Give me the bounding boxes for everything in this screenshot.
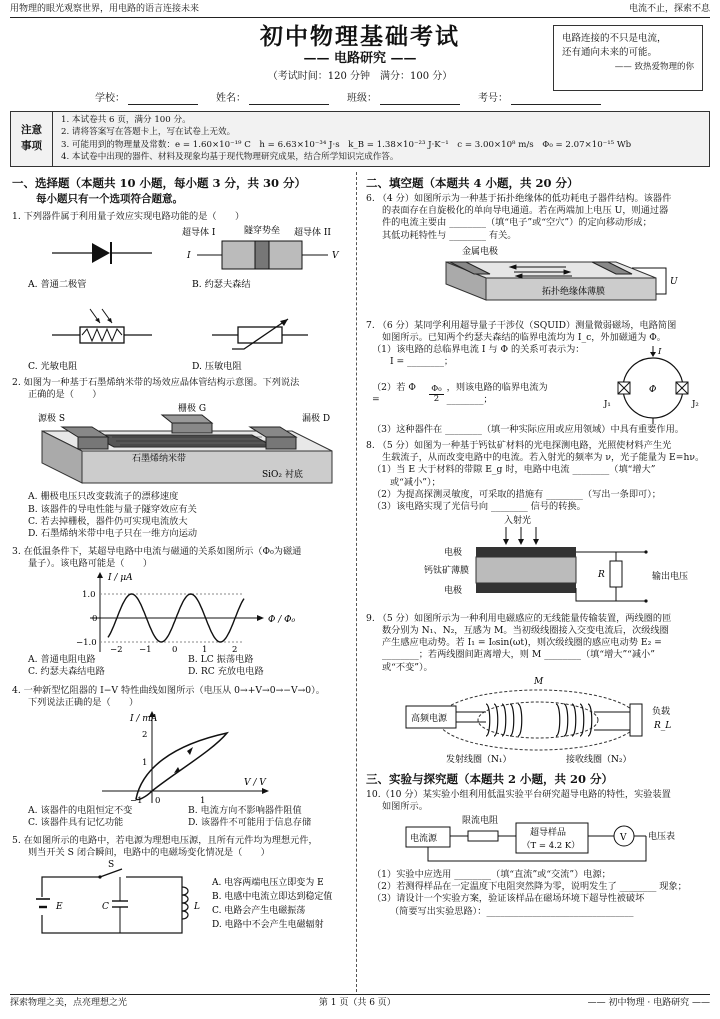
svg-text:超导体 II: 超导体 II (294, 228, 331, 239)
footer-center: 第 1 页（共 6 页） (318, 998, 396, 1008)
question-2 (12, 377, 348, 540)
photoresistor-symbol (52, 309, 152, 343)
svg-text:V / V: V / V (244, 777, 266, 788)
josephson-junction-symbol (182, 224, 340, 269)
q4-option-c[interactable]: C. 该器件具有记忆功能 (28, 817, 124, 828)
notice-item: 1. 本试卷共 6 页，满分 100 分。 (61, 115, 191, 125)
name-field[interactable]: 姓名： (216, 92, 329, 105)
svg-text:输出电压: 输出电压 (652, 572, 689, 582)
right-column (366, 176, 710, 918)
svg-text:1.0: 1.0 (82, 590, 96, 601)
quote-line2: 还有通向未来的可能。 (562, 47, 658, 59)
q7-squid-figure (596, 344, 710, 424)
q2-option-c[interactable]: C. 若去掉栅极，器件仍可实现电流放大 (28, 515, 188, 527)
q7-line4[interactable]: I = ________； (390, 356, 454, 368)
q5-stem2: 则当开关 S 闭合瞬间，电路中的电磁场变化情况是（ ） (28, 847, 270, 859)
notice-item: 4. 本试卷中出现的器件、材料及现象均基于现代物理研究成果，结合所学知识完成作答。 (61, 152, 399, 163)
svg-text:漏极 D: 漏极 D (302, 414, 331, 425)
section3-title: 三、实验与探究题（本题共 2 小题，共 20 分） (366, 771, 614, 786)
diode-symbol (52, 242, 152, 264)
q5-circuit (12, 859, 348, 943)
q8-line6[interactable]: （3）该电路实现了光信号向 ________ 信号的转换。 (372, 500, 586, 512)
student-info-fields (95, 92, 635, 105)
q3-option-b[interactable]: B. LC 振荡电路 (188, 654, 254, 666)
q5-stem1: 5. 在如图所示的电路中，若电源为理想电压源，且所有元件均为理想元件， (12, 835, 318, 847)
svg-text:Φ: Φ (649, 385, 657, 396)
quote-line1: 电路连接的不只是电流， (562, 33, 667, 44)
q8-figure (366, 513, 710, 609)
svg-text:限流电阻: 限流电阻 (462, 816, 499, 827)
svg-text:金属电极: 金属电极 (462, 246, 499, 257)
svg-text:Φ / Φ₀: Φ / Φ₀ (268, 615, 296, 626)
section2-title: 二、填空题（本题共 4 小题，共 20 分） (366, 176, 579, 190)
notice-label: 注意 事项 (11, 112, 53, 166)
q9-line1: 9. （5 分）如图所示为一种利用电磁感应的无线能量传输装置，两线圈的匝 (366, 613, 672, 624)
q5-option-c: C. 电路会产生电磁振荡 (212, 906, 306, 917)
q5-option-b: B. 电感中电流立即达到稳定值 (212, 892, 333, 903)
svg-text:（T = 4.2 K）: （T = 4.2 K） (522, 841, 580, 852)
svg-text:2: 2 (142, 729, 148, 740)
quote-box (553, 25, 703, 91)
q2-option-d[interactable]: D. 石墨烯纳米带中电子只在一维方向运动 (28, 527, 198, 539)
id-field[interactable]: 考号： (478, 92, 601, 105)
question-3 (12, 546, 348, 679)
q6-line2: 的表面存在自旋极化的单向导电通道。若在两端加上电压 U，则通过器 (382, 205, 669, 217)
q3-option-c[interactable]: C. 约瑟夫森结电路 (28, 666, 105, 678)
footer-rule (10, 994, 710, 995)
svg-text:石墨烯纳米带: 石墨烯纳米带 (132, 454, 187, 465)
svg-text:负载: 负载 (652, 706, 671, 717)
header-rule (10, 17, 710, 18)
q7-line5[interactable]: （2）若 Φ = $\frac{\text{Φ₀}}{2}$ ，则该电路的临界电流为 ________； (372, 382, 548, 406)
header-left: 用物理的眼光观察世界，用电路的语言连接未来 (10, 4, 200, 14)
svg-text:E: E (56, 902, 63, 913)
svg-text:0: 0 (172, 645, 178, 655)
q10-part2[interactable]: （2）若测得样品在一定温度下电阻突然降为零，说明发生了 ________ 现象； (372, 881, 687, 893)
q1-option-a: A. 普通二极管 (28, 279, 87, 291)
svg-text:钙钛矿薄膜: 钙钛矿薄膜 (424, 566, 470, 576)
svg-text:超导体 I: 超导体 I (182, 228, 216, 239)
class-field[interactable]: 班级： (347, 92, 460, 105)
svg-text:I: I (187, 251, 191, 262)
q4-option-a[interactable]: A. 该器件的电阻恒定不变 (28, 804, 133, 816)
q4-option-b[interactable]: B. 电流方向不影响器件阻值 (188, 804, 302, 816)
svg-text:R: R (598, 570, 605, 580)
q7-line1: 7. （6 分）某同学利用超导量子干涉仪（SQUID）测量微弱磁场，电路简图 (366, 319, 677, 331)
q1-stem: 1. 下列器件属于利用量子效应实现电路功能的是（ ） (12, 211, 245, 223)
q10-part3: （3）请设计一个实验方案，验证该样品在磁场环境下超导性被破坏 (372, 893, 645, 905)
q7-line3: （1）该电路的总临界电流 I 与 Φ 的关系可表示为： (372, 344, 585, 356)
q1-figure (12, 223, 348, 373)
svg-text:接收线圈（N₂）: 接收线圈（N₂） (566, 754, 632, 765)
q9-line4[interactable]: ________；若两线圈间距离增大，则 M ________（填“增大”“减小” (382, 649, 655, 661)
page-footer (10, 998, 710, 1010)
svg-text:源极 S: 源极 S (38, 414, 66, 425)
question-7 (366, 320, 710, 436)
name-blank[interactable] (249, 93, 329, 105)
q10-part4[interactable]: （简要写出实验思路）：________________________________ (390, 905, 634, 917)
q5-option-d: D. 电路中不会产生电磁辐射 (212, 920, 324, 931)
svg-text:I / mA: I / mA (130, 713, 158, 724)
svg-text:0: 0 (155, 795, 161, 805)
q3-option-a[interactable]: A. 普通电阻电路 (28, 654, 96, 666)
school-blank[interactable] (128, 93, 198, 105)
q2-figure (12, 401, 348, 491)
q6-figure (366, 242, 710, 316)
q8-line5[interactable]: （2）为提高探测灵敏度，可采取的措施有 ________（写出一条即可）； (372, 488, 661, 500)
page-subtitle: —— 电路研究 —— (303, 51, 417, 66)
notice-list (53, 112, 639, 166)
q4-option-d[interactable]: D. 该器件不可能用于信息存储 (188, 817, 312, 828)
svg-text:−1: −1 (130, 795, 143, 805)
svg-text:−1.0: −1.0 (76, 638, 97, 649)
question-1 (12, 211, 348, 373)
svg-text:1: 1 (202, 645, 208, 655)
page-title: 初中物理基础考试 (260, 23, 460, 50)
q3-options (12, 654, 348, 678)
svg-text:拓扑绝缘体薄膜: 拓扑绝缘体薄膜 (542, 286, 606, 297)
q3-stem2: 量子）。该电路可能是（ ） (28, 558, 153, 570)
q7-line6[interactable]: （3）这种器件在 ________（填一种实际应用或应用领域）中具有重要作用。 (372, 424, 684, 436)
question-9 (366, 613, 710, 770)
q8-line1: 8. （5 分）如图为一种基于钙钛矿材料的光电探测电路，光照使材料产生光 (366, 440, 672, 452)
svg-text:L: L (194, 902, 200, 913)
q2-option-a[interactable]: A. 栅极电压只改变载流子的漂移速度 (28, 491, 179, 503)
id-blank[interactable] (511, 93, 601, 105)
q3-option-d[interactable]: D. RC 充放电电路 (188, 666, 264, 678)
svg-text:2: 2 (232, 645, 238, 655)
q3-graph (12, 570, 348, 654)
section1-title: 一、选择题（本题共 10 小题，每小题 3 分，共 30 分） (12, 176, 307, 190)
q1-option-d: D. 压敏电阻 (192, 361, 242, 373)
question-10 (366, 789, 710, 918)
svg-text:电极: 电极 (444, 548, 463, 558)
q4-stem1: 4. 一种新型忆阻器的 I−V 特性曲线如图所示（电压从 0→+V→0→−V→0）。 (12, 684, 325, 696)
svg-text:SiO₂ 衬底: SiO₂ 衬底 (262, 470, 303, 481)
q10-figure (366, 813, 710, 869)
q2-option-b[interactable]: B. 该器件的导电性能与量子隧穿效应有关 (28, 503, 197, 515)
q1-option-c: C. 光敏电阻 (28, 361, 78, 373)
svg-text:I: I (658, 347, 662, 358)
footer-right: —— 初中物理 · 电路研究 —— (587, 998, 710, 1008)
question-6 (366, 193, 710, 316)
school-field[interactable]: 学校： (95, 92, 198, 105)
svg-text:M: M (534, 676, 544, 687)
svg-text:电压表: 电压表 (648, 832, 676, 843)
q10-line1: 10.（10 分）某实验小组利用低温实验平台研究超导电路的特性，实验装置 (366, 788, 671, 800)
q9-line3[interactable]: 产生感应电动势。若 I₁ = I₀sin(ωt)，则次级线圈的感应电动势 E₂ = (382, 637, 662, 649)
notice-item: 3. 可能用到的物理量及常数：e = 1.60×10⁻¹⁹ C h = 6.63×10⁻³⁴ J·s k_B = 1.38×10⁻²³ J·K⁻¹ c = 3.00×10⁸ m/s Φ₀ = 2.07×10⁻¹⁵ Wb (61, 139, 632, 150)
svg-text:1: 1 (200, 795, 206, 805)
q8-line2: 生载流子，从而改变电路中的电流。若入射光的频率为 ν，光子能量为 E=hν。 (382, 452, 705, 464)
svg-text:隧穿势垒: 隧穿势垒 (244, 226, 281, 237)
svg-text:栅极 G: 栅极 G (178, 404, 207, 415)
question-4 (12, 685, 348, 830)
q6-line4[interactable]: 其低功耗特性与 ________ 有关。 (382, 229, 517, 241)
q2-stem1: 2. 如图为一种基于石墨烯纳米带的场效应晶体管结构示意图。下列说法 (12, 377, 300, 389)
q10-line2: 如图所示。 (382, 801, 428, 813)
svg-text:−2: −2 (110, 645, 123, 655)
question-5 (12, 835, 348, 943)
notice-box (10, 111, 710, 167)
left-column (12, 176, 348, 943)
q8-line3[interactable]: （1）当 E 大于材料的带隙 E_g 时，电路中电流 ________（填“增大” (372, 464, 656, 476)
svg-text:−1: −1 (139, 645, 152, 655)
header-right: 电流不止，探索不息 (628, 4, 710, 14)
q4-options (12, 805, 348, 829)
q3-stem1: 3. 在低温条件下，某超导电路中电流与磁通的关系如图所示（Φ₀为磁通 (12, 546, 302, 558)
svg-text:I / μA: I / μA (108, 573, 133, 584)
q9-figure (366, 674, 710, 770)
svg-text:电极: 电极 (444, 586, 463, 596)
q1-option-b: B. 约瑟夫森结 (192, 279, 251, 291)
q7-line2: 如图所示。已知两个约瑟夫森结的临界电流均为 I_c，外加磁通为 Φ。 (382, 331, 666, 343)
section1-subtitle: 每小题只有一个选项符合题意。 (36, 193, 183, 206)
column-divider (356, 172, 357, 992)
question-8 (366, 440, 710, 609)
q10-part1[interactable]: （1）实验中应选用 ________（填“直流”或“交流”）电源； (372, 869, 611, 881)
q2-stem2: 正确的是（ ） (28, 389, 102, 401)
svg-text:超导样品: 超导样品 (530, 828, 567, 839)
exam-info: （考试时间：120 分钟 满分：100 分） (267, 71, 453, 82)
svg-text:电流源: 电流源 (410, 834, 438, 845)
q6-line1: 6. （4 分）如图所示为一种基于拓扑绝缘体的低功耗电子器件结构。该器件 (366, 193, 672, 205)
class-blank[interactable] (380, 93, 460, 105)
notice-item: 2. 请将答案写在答题卡上，写在试卷上无效。 (61, 127, 236, 138)
svg-text:V: V (620, 833, 627, 844)
page-header (10, 4, 710, 18)
q6-line3[interactable]: 件的电流主要由 ________（填“电子”或“空穴”）的定向移动形成； (382, 217, 652, 229)
svg-text:入射光: 入射光 (504, 516, 532, 526)
svg-text:0: 0 (92, 614, 98, 625)
svg-text:U: U (670, 276, 678, 287)
q2-options (12, 491, 348, 540)
varistor-symbol (212, 319, 308, 349)
svg-text:1: 1 (142, 757, 148, 768)
svg-text:V: V (332, 251, 339, 262)
svg-text:S: S (108, 860, 115, 871)
svg-text:高频电源: 高频电源 (411, 713, 448, 724)
svg-text:J₁: J₁ (604, 399, 611, 410)
footer-left: 探索物理之美，点亮理想之光 (10, 998, 128, 1008)
q4-stem2: 下列说法正确的是（ ） (28, 696, 139, 708)
svg-text:J₂: J₂ (692, 399, 699, 410)
svg-text:R_L: R_L (654, 720, 672, 731)
svg-text:发射线圈（N₁）: 发射线圈（N₁） (446, 754, 512, 765)
q9-line5: 或“不变”）。 (382, 661, 433, 673)
q5-option-a: A. 电容两端电压立即变为 E (212, 878, 324, 889)
svg-text:C: C (102, 902, 109, 913)
q4-graph (12, 709, 348, 805)
q9-line2: 数分别为 N₁、N₂，互感为 M。当初级线圈接入交变电流后，次级线圈 (382, 625, 669, 637)
quote-signature: —— 致热爱物理的你 (614, 61, 694, 72)
q8-line4: 或“减小”）； (390, 476, 441, 488)
